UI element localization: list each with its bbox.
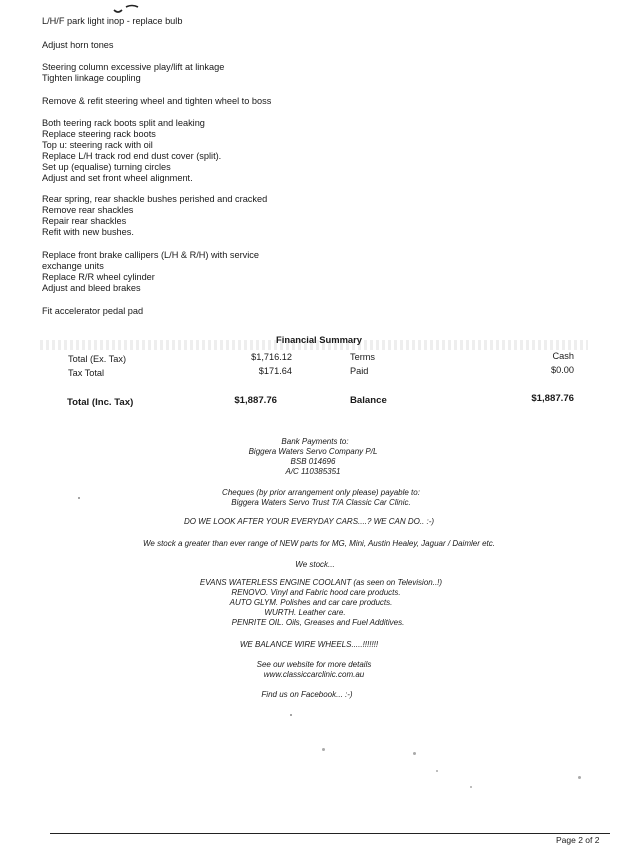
cheque-line: Biggera Waters Servo Trust T/A Classic Car Clinic.	[231, 498, 411, 507]
work-item-line: Steering column excessive play/lift at linkage	[42, 62, 225, 72]
product-line: WURTH. Leather care.	[264, 608, 346, 617]
slogan: DO WE LOOK AFTER YOUR EVERYDAY CARS....? WE CAN DO.. :-)	[183, 517, 435, 526]
stock-range-line: We stock a greater than ever range of NEW parts for MG, Mini, Austin Healey, Jaguar / Daimler etc.	[143, 539, 495, 548]
we-stock-line: We stock...	[295, 560, 335, 569]
bank-details	[0, 437, 638, 477]
page-number: Page 2 of 2	[556, 835, 600, 845]
total-inc-tax-value: $1,887.76	[234, 395, 277, 406]
scan-speck	[413, 752, 416, 755]
balance-value: $1,887.76	[531, 393, 574, 404]
website-line: See our website for more details	[256, 660, 372, 669]
scan-speck	[470, 786, 472, 788]
work-item-line: Refit with new bushes.	[42, 227, 134, 237]
work-item-line: Replace L/H track rod end dust cover (split).	[42, 151, 222, 161]
work-item-group	[42, 250, 259, 294]
terms-label: Terms	[350, 352, 376, 362]
scan-speck	[290, 714, 292, 716]
work-item-line: L/H/F park light inop - replace bulb	[42, 16, 183, 26]
work-item-group	[42, 62, 224, 84]
paid-label: Paid	[350, 366, 369, 376]
work-item-line: Top u: steering rack with oil	[42, 140, 153, 150]
tax-total-label: Tax Total	[68, 368, 105, 378]
work-item-group	[42, 96, 271, 107]
work-item-line: Tighten linkage coupling	[42, 73, 141, 83]
website-url[interactable]: www.classiccarclinic.com.au	[263, 670, 365, 679]
work-item-group	[42, 118, 221, 184]
work-item-line: exchange units	[42, 261, 104, 271]
work-item-line: Adjust and bleed brakes	[42, 283, 141, 293]
work-item-line: Replace steering rack boots	[42, 129, 156, 139]
products-list	[0, 578, 638, 628]
total-ex-tax-value: $1,716.12	[251, 352, 292, 362]
cheque-line: Cheques (by prior arrangement only please) payable to:	[222, 488, 420, 497]
paid-value: $0.00	[551, 365, 574, 375]
website-details	[0, 660, 638, 680]
scan-speck	[322, 748, 325, 751]
balance-label: Balance	[350, 395, 387, 406]
total-ex-tax-label: Total (Ex. Tax)	[68, 354, 127, 364]
work-item-group	[42, 194, 267, 238]
scan-speck	[78, 497, 80, 499]
bank-line: Biggera Waters Servo Company P/L	[248, 447, 378, 456]
work-item-group	[42, 40, 114, 51]
total-inc-tax-label: Total (Inc. Tax)	[67, 397, 134, 408]
work-item-group	[42, 16, 182, 27]
work-item-line: Rear spring, rear shackle bushes perished and cracked	[42, 194, 268, 204]
scan-speck	[436, 770, 438, 772]
terms-value: Cash	[552, 351, 574, 361]
handwritten-marks	[112, 3, 152, 15]
work-item-line: Set up (equalise) turning circles	[42, 162, 171, 172]
bank-line: A/C 110385351	[285, 467, 341, 476]
work-item-line: Fit accelerator pedal pad	[42, 306, 144, 316]
work-item-line: Adjust horn tones	[42, 40, 114, 50]
work-item-group	[42, 306, 143, 317]
work-item-line: Both teering rack boots split and leaking	[42, 118, 205, 128]
product-line: AUTO GLYM. Polishes and car care products.	[229, 598, 393, 607]
scan-speck	[578, 776, 581, 779]
product-line: EVANS WATERLESS ENGINE COOLANT (as seen on Television..!)	[199, 578, 443, 587]
financial-summary-title: Financial Summary	[276, 334, 362, 345]
bank-line: Bank Payments to:	[281, 437, 349, 446]
work-item-line: Replace R/R wheel cylinder	[42, 272, 155, 282]
tax-total-value: $171.64	[258, 366, 292, 376]
wire-wheels-line: WE BALANCE WIRE WHEELS.....!!!!!!!	[239, 640, 379, 649]
cheque-details	[0, 488, 638, 508]
work-item-line: Remove & refit steering wheel and tighten wheel to boss	[42, 96, 272, 106]
bank-line: BSB 014696	[290, 457, 336, 466]
product-line: PENRITE OIL. Oils, Greases and Fuel Additives.	[231, 618, 405, 627]
product-line: RENOVO. Vinyl and Fabric hood care products.	[231, 588, 401, 597]
work-item-line: Replace front brake callipers (L/H & R/H) with service	[42, 250, 260, 260]
work-item-line: Repair rear shackles	[42, 216, 127, 226]
facebook-line: Find us on Facebook... :-)	[261, 690, 353, 699]
work-item-line: Adjust and set front wheel alignment.	[42, 173, 193, 183]
footer-rule	[50, 833, 610, 834]
work-item-line: Remove rear shackles	[42, 205, 134, 215]
